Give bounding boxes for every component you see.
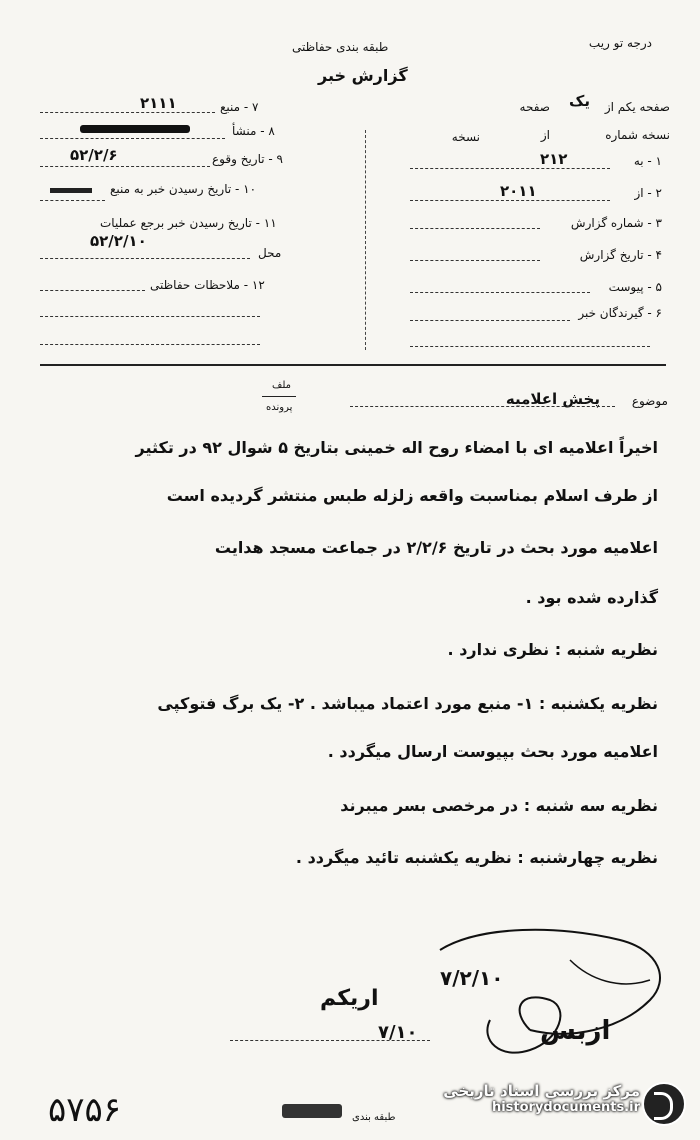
field-report-number-line bbox=[410, 228, 540, 229]
field-report-number-label: ۳ - شماره گزارش bbox=[570, 216, 662, 230]
column-divider bbox=[365, 130, 366, 350]
body-line-5: نظریه شنبه : نظری ندارد . bbox=[447, 640, 658, 659]
handwritten-lower-mark: ۷/۱۰ bbox=[378, 1022, 418, 1043]
field-location bbox=[258, 246, 281, 260]
field-occurrence-date bbox=[212, 152, 283, 166]
field-recipients-line bbox=[410, 320, 570, 321]
field-source bbox=[220, 100, 258, 114]
field-receipt-source-label: ۱۰ - تاریخ رسیدن خبر به منبع bbox=[110, 182, 257, 196]
copy-word-label: نسخه bbox=[451, 130, 480, 144]
field-recipients bbox=[578, 306, 662, 320]
footer-classification: طبقه بندی bbox=[352, 1112, 396, 1123]
field-attachment-label: ۵ - پیوست bbox=[608, 280, 662, 294]
field-location-label: محل bbox=[258, 246, 282, 260]
watermark-url: historydocuments.ir bbox=[491, 1100, 640, 1115]
field-location-value: ۵۲/۲/۱۰ bbox=[90, 232, 147, 250]
body-line-7: اعلامیه مورد بحث بپیوست ارسال میگردد . bbox=[327, 742, 658, 761]
body-line-8: نظریه سه شنبه : در مرخصی بسر میبرند bbox=[340, 796, 658, 815]
footer-redaction bbox=[282, 1104, 342, 1118]
watermark-name: مرکز بررسی اسناد تاریخی bbox=[443, 1082, 640, 1100]
signature-scribble bbox=[420, 920, 680, 1070]
field-source-value: ۲۱۱۱ bbox=[140, 94, 177, 112]
document-number-stamp: ۵۷۵۶ bbox=[48, 1090, 122, 1130]
body-line-4: گذارده شده بود . bbox=[525, 588, 658, 607]
marginal-rule bbox=[262, 396, 296, 397]
header-divider-rule bbox=[40, 364, 666, 366]
field-occurrence-date-line bbox=[40, 166, 210, 167]
field-receipt-ops bbox=[100, 216, 277, 230]
handwritten-date: ۷/۲/۱۰ bbox=[440, 966, 504, 990]
field-receipt-source-redaction bbox=[50, 188, 92, 193]
field-report-date-line bbox=[410, 260, 540, 261]
field-recipients-line-2 bbox=[410, 346, 650, 347]
body-line-1: اخیراً اعلامیه ای با امضاء روح اله خمینی بتاریخ ۵ شوال ۹۲ در تکثیر bbox=[135, 438, 658, 457]
field-receipt-ops-label: ۱۱ - تاریخ رسیدن خبر برجع عملیات bbox=[100, 216, 277, 230]
body-line-3: اعلامیه مورد بحث در تاریخ ۲/۲/۶ در جماعت مسجد هدایت bbox=[214, 538, 658, 557]
subject-label: موضوع bbox=[631, 394, 668, 408]
field-source-label: ۷ - منبع bbox=[220, 100, 259, 114]
page-count-handwritten: یک bbox=[569, 92, 590, 110]
field-report-date bbox=[580, 248, 662, 262]
field-receipt-source-line bbox=[40, 200, 105, 201]
handwritten-note: اریکم bbox=[320, 986, 379, 1011]
field-origin-redaction bbox=[80, 125, 190, 133]
field-occurrence-date-label: ۹ - تاریخ وقوع bbox=[212, 152, 283, 166]
field-to-value: ۲۱۲ bbox=[540, 150, 568, 168]
body-line-6: نظریه یکشنبه : ۱- منبع مورد اعتماد میباشد . ۲- یک برگ فتوکپی bbox=[157, 694, 658, 713]
field-security-notes bbox=[150, 278, 265, 292]
subject-line bbox=[350, 406, 615, 407]
field-origin bbox=[232, 124, 275, 138]
field-source-line bbox=[40, 112, 215, 113]
field-security-notes-line-2 bbox=[40, 316, 260, 317]
page-word: صفحه bbox=[519, 100, 550, 114]
field-security-notes-line-3 bbox=[40, 344, 260, 345]
field-report-date-label: ۴ - تاریخ گزارش bbox=[579, 248, 662, 262]
page-count-label: صفحه یکم از bbox=[604, 100, 670, 114]
field-attachment-line bbox=[410, 292, 590, 293]
body-line-2: از طرف اسلام بمناسبت واقعه زلزله طبس منتشر گردیده است bbox=[166, 486, 658, 505]
field-receipt-source bbox=[110, 182, 256, 196]
field-from-value: ۲۰۱۱ bbox=[500, 182, 537, 200]
field-to bbox=[634, 154, 662, 168]
field-origin-line bbox=[40, 138, 225, 139]
classification-label: درجه تو ریب bbox=[588, 36, 652, 50]
field-to-label: ۱ - به bbox=[633, 154, 662, 168]
watermark-logo-icon bbox=[642, 1082, 686, 1126]
field-occurrence-date-value: ۵۲/۲/۶ bbox=[70, 146, 118, 164]
body-line-9: نظریه چهارشنبه : نظریه یکشنبه تائید میگردد . bbox=[295, 848, 658, 867]
field-security-notes-line bbox=[40, 290, 145, 291]
field-security-notes-label: ۱۲ - ملاحظات حفاظتی bbox=[150, 278, 265, 292]
handwritten-note-2: ازبس bbox=[540, 1016, 611, 1046]
copy-number-label: نسخه شماره bbox=[605, 128, 670, 142]
classification-subtitle: طبقه بندی حفاظتی bbox=[292, 40, 389, 54]
lower-dotted-line bbox=[230, 1040, 430, 1041]
subject-value: پخش اعلامیه bbox=[505, 390, 600, 408]
field-attachment bbox=[609, 280, 662, 294]
field-location-line bbox=[40, 258, 250, 259]
marginal-bottom: پرونده bbox=[266, 402, 293, 413]
field-to-line bbox=[410, 168, 610, 169]
field-from bbox=[634, 186, 662, 200]
field-recipients-label: ۶ - گیرندگان خبر bbox=[578, 306, 662, 320]
field-origin-label: ۸ - منشأ bbox=[232, 124, 275, 138]
archive-watermark bbox=[443, 1082, 640, 1115]
form-title: گزارش خبر bbox=[318, 66, 408, 85]
field-from-line bbox=[410, 200, 610, 201]
marginal-top: ملف bbox=[272, 380, 292, 391]
copy-from-label: از bbox=[540, 128, 550, 142]
field-from-label: ۲ - از bbox=[634, 186, 662, 200]
field-report-number bbox=[571, 216, 662, 230]
